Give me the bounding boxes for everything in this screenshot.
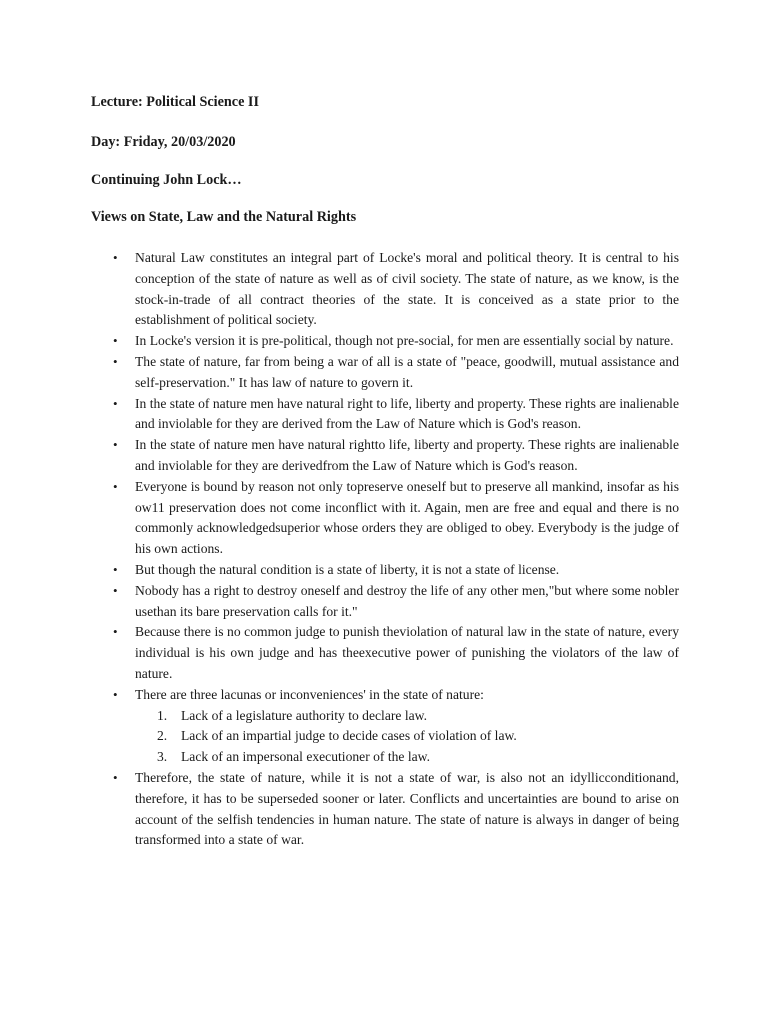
list-item-text: Because there is no common judge to punish theviolation of natural law in the state of nature, every individual is his own judge and has theexecutive power of punishing the violators of the law of nature. [135,624,679,681]
list-item [113,560,679,581]
bullet-icon: • [113,437,118,453]
list-item [113,331,679,352]
list-item-text: Nobody has a right to destroy oneself and destroy the life of any other men,"but where some nobler usethan its bare preservation calls for it." [135,582,679,619]
list-item-text: In Locke's version it is pre-political, though not pre-social, for men are essentially social by nature. [135,333,674,349]
item-number: 1. [157,707,168,723]
bullet-icon: • [113,582,118,598]
numbered-item-text: Lack of an impersonal executioner of the law. [181,749,430,765]
list-item [113,581,679,623]
bullet-icon: • [113,478,118,494]
list-item-text: Natural Law constitutes an integral part of Locke's moral and political theory. It is central to his conception of the state of nature as well as of civil society. The state of nature, as we know, is the stock-in-trade of all contract theories of the state. It is conceived as a state prior to the establishment of political society. [135,250,679,328]
numbered-item [157,747,679,768]
list-item-text: Therefore, the state of nature, while it is not a state of war, is also not an idyllicconditionand, therefore, it has to be superseded sooner or later. Conflicts and uncertainties are bound to arise on account of the selfish tendencies in human nature. The state of nature is always in danger of being transformed into a state of war. [135,769,679,848]
numbered-item-text: Lack of a legislature authority to declare law. [181,707,427,723]
bullet-icon: • [113,624,118,640]
list-item [113,394,679,436]
item-number: 3. [157,749,168,765]
numbered-item-text: Lack of an impartial judge to decide cases of violation of law. [181,728,517,744]
bullet-icon: • [113,686,118,702]
bullet-icon: • [113,353,118,369]
bullet-icon: • [113,561,118,577]
numbered-item [157,706,679,727]
section-title: Views on State, Law and the Natural Rights [91,209,357,225]
continuing-heading: Continuing John Lock… [91,172,242,188]
list-item-text: In the state of nature men have natural rightto life, liberty and property. These rights are inalienable and inviolable for they are derivedfrom the Law of Nature which is God's reason. [135,437,679,473]
item-number: 2. [157,728,168,744]
day-heading: Day: Friday, 20/03/2020 [91,134,236,150]
list-item [113,685,679,768]
lecture-heading: Lecture: Political Science II [91,94,259,110]
lacunas-list [135,706,679,768]
list-item [113,768,679,851]
list-item [113,435,679,477]
list-item [113,248,679,331]
numbered-item [157,726,679,747]
list-item [113,622,679,684]
list-item-text: In the state of nature men have natural right to life, liberty and property. These rights are inalienable and inviolable for they are derived from the Law of Nature which is God's reason. [135,395,679,432]
bullet-icon: • [113,769,118,785]
list-item [113,477,679,560]
bullet-list [113,248,679,851]
bullet-icon: • [113,333,118,349]
bullet-icon: • [113,395,118,411]
list-item-text: Everyone is bound by reason not only topreserve oneself but to preserve all mankind, insofar as his ow11 preservation does not come inconflict with it. Again, men are free and equal and there is no commonly acknowledgedsuperior whose orders they are obliged to obey. Everybody is the judge of his own actions. [135,478,679,557]
list-item-text: There are three lacunas or inconveniences' in the state of nature: [135,686,484,702]
list-item-text: But though the natural condition is a state of liberty, it is not a state of license. [135,561,560,577]
bullet-icon: • [113,250,118,265]
list-item [113,352,679,394]
list-item-text: The state of nature, far from being a war of all is a state of "peace, goodwill, mutual assistance and self-preservation." It has law of nature to govern it. [135,353,679,390]
